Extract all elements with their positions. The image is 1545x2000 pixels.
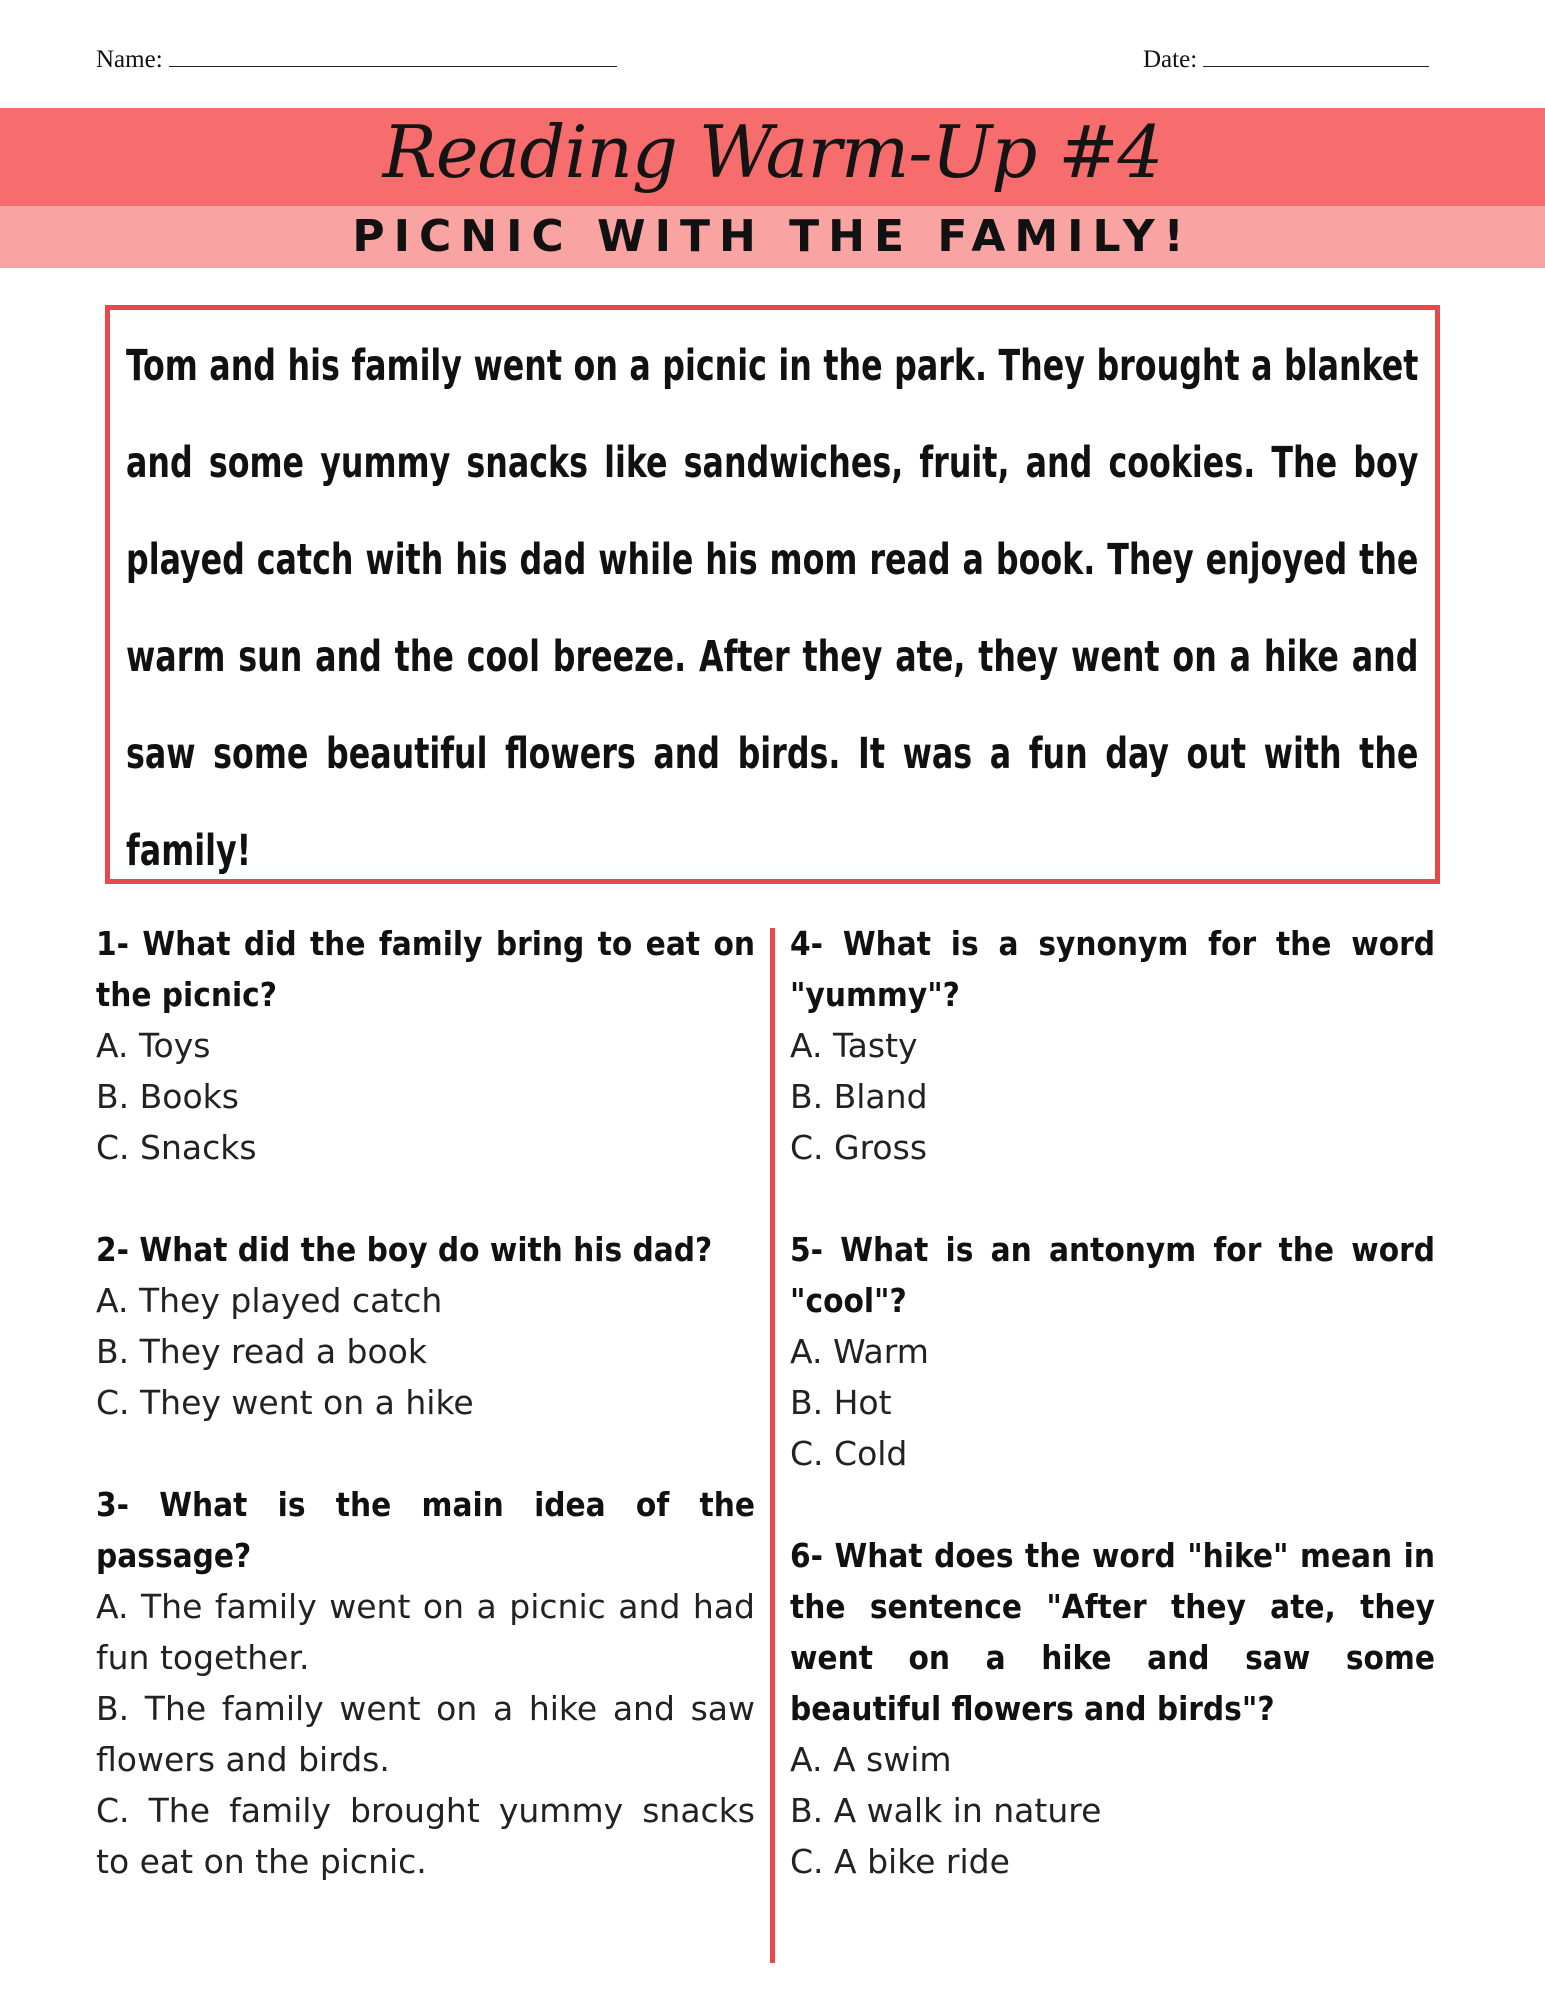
question-text: 4- What is a synonym for the word "yummy"? — [790, 924, 1435, 1014]
answer-option[interactable]: A. The family went on a picnic and had fun together. — [96, 1587, 755, 1677]
question-text: 3- What is the main idea of the passage? — [96, 1485, 755, 1575]
column-divider — [770, 928, 775, 1963]
question-text: 2- What did the boy do with his dad? — [96, 1230, 713, 1269]
reading-passage-box — [105, 305, 1440, 884]
answer-option[interactable]: A. Tasty — [790, 1026, 918, 1065]
answer-option[interactable]: B. Hot — [790, 1383, 892, 1422]
name-blank-line[interactable] — [169, 42, 617, 67]
answer-option[interactable]: B. Bland — [790, 1077, 928, 1116]
answer-option[interactable]: C. Snacks — [96, 1128, 257, 1167]
questions-right-column — [790, 918, 1435, 1887]
answer-option[interactable]: C. The family brought yummy snacks to eat on the picnic. — [96, 1791, 755, 1881]
question-4 — [790, 918, 1435, 1173]
worksheet-title: Reading Warm-Up #4 — [382, 110, 1163, 194]
answer-option[interactable]: B. A walk in nature — [790, 1791, 1102, 1830]
date-field — [1143, 42, 1429, 74]
reading-passage: Tom and his family went on a picnic in the park. They brought a blanket and some yummy snacks like sandwiches, fruit, and cookies. The boy played catch with his dad while his mom read a book. They enjoyed the warm sun and the cool breeze. After they ate, they went on a hike and saw some beautiful flowers and birds. It was a fun day out with the family! — [126, 341, 1419, 876]
answer-option[interactable]: A. Warm — [790, 1332, 929, 1371]
name-label: Name: — [96, 46, 163, 73]
answer-option[interactable]: C. A bike ride — [790, 1842, 1010, 1881]
question-text: 6- What does the word "hike" mean in the sentence "After they ate, they went on a hike and saw some beautiful flowers and birds"? — [790, 1536, 1435, 1728]
question-5 — [790, 1224, 1435, 1479]
answer-option[interactable]: A. Toys — [96, 1026, 211, 1065]
date-blank-line[interactable] — [1203, 42, 1429, 67]
question-3 — [96, 1479, 755, 1887]
question-6 — [790, 1530, 1435, 1887]
answer-option[interactable]: A. A swim — [790, 1740, 952, 1779]
answer-option[interactable]: B. The family went on a hike and saw flowers and birds. — [96, 1689, 755, 1779]
question-text: 1- What did the family bring to eat on the picnic? — [96, 924, 755, 1014]
question-text: 5- What is an antonym for the word "cool"? — [790, 1230, 1435, 1320]
questions-left-column — [96, 918, 755, 1887]
answer-option[interactable]: B. Books — [96, 1077, 239, 1116]
name-field — [96, 42, 617, 74]
question-1 — [96, 918, 755, 1173]
worksheet-subtitle: PICNIC WITH THE FAMILY! — [352, 211, 1193, 262]
date-label: Date: — [1143, 46, 1198, 73]
answer-option[interactable]: C. Gross — [790, 1128, 928, 1167]
question-2 — [96, 1224, 755, 1428]
answer-option[interactable]: C. Cold — [790, 1434, 908, 1473]
answer-option[interactable]: B. They read a book — [96, 1332, 427, 1371]
answer-option[interactable]: A. They played catch — [96, 1281, 443, 1320]
answer-option[interactable]: C. They went on a hike — [96, 1383, 474, 1422]
